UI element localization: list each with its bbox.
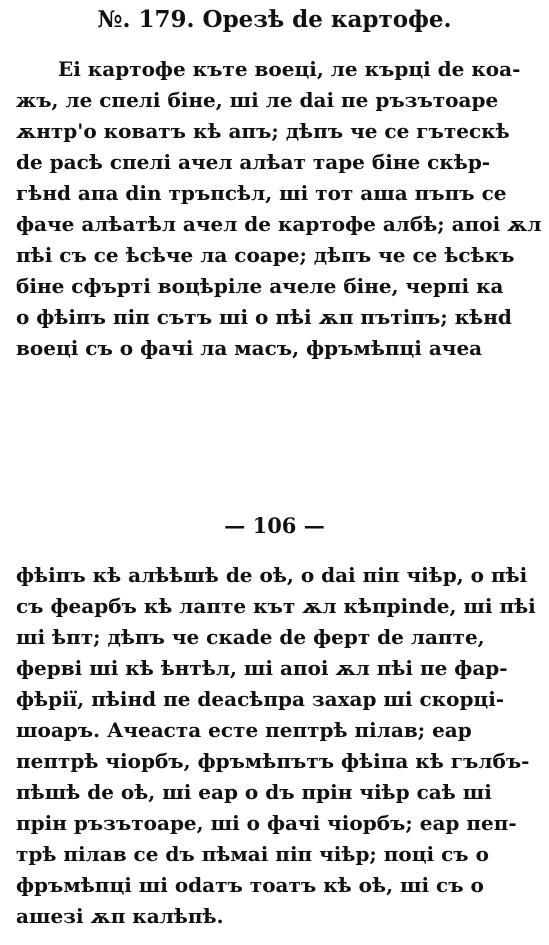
recipe-text-top xyxy=(16,54,542,364)
text-line: фѣіпъ кѣ алѣѣшѣ de оѣ, о dai піп чіѣр, о пѣі xyxy=(16,563,528,587)
text-line: пѣі съ се ѣсѣче ла соаре; дѣпъ че се ѣсѣкъ xyxy=(16,243,515,267)
text-line: гѣнd апа din тръпсѣл, ші тот аша пъпъ се xyxy=(16,181,507,205)
text-line: воеці съ о фачі ла масъ, фръмѣпці ачеа xyxy=(16,336,483,360)
text-line: жъ, ле спелі біне, ші ле dai пе ръзътоаре xyxy=(16,88,499,112)
text-line: съ феарбъ кѣ лапте кът ѫл кѣпріnde, ші пѣі xyxy=(16,594,536,618)
text-line: фаче алѣатѣл ачел de картофе албѣ; апоі ѫл xyxy=(16,212,542,236)
text-line: Еі картофе къте воеці, ле кърці de коа- xyxy=(58,57,521,81)
text-line: ѫнтр'о коватъ кѣ апъ; дѣпъ че се гътескѣ xyxy=(16,119,510,143)
text-line: de расѣ спелі ачел алѣат таре біне скѣр- xyxy=(16,150,491,174)
text-line: пептрѣ чіорбъ, фръмѣпътъ фѣіпа кѣ гълбъ- xyxy=(16,749,530,773)
text-line: трѣ пілав се dъ пѣмаі піп чіѣр; поці съ о xyxy=(16,842,489,866)
page-number: — 106 — xyxy=(224,513,325,538)
text-line: прін ръзътоаре, ші о фачі чіорбъ; еар пеп- xyxy=(16,811,517,835)
text-line: ашезі ѫп калѣпѣ. xyxy=(16,904,224,928)
text-line: біне сфърті воцѣріле ачеле біне, черпі ка xyxy=(16,274,504,298)
text-line: фѣрії, пѣінd пе deaсѣпра захар ші скорці- xyxy=(16,687,505,711)
text-line: пѣшѣ de оѣ, ші еар о dъ прін чіѣр саѣ ші xyxy=(16,780,492,804)
text-line: ферві ші кѣ ѣнтѣл, ші апоі ѫл пѣі пе фар- xyxy=(16,656,508,680)
recipe-text-bottom xyxy=(16,560,536,932)
recipe-title: №. 179. Орезѣ de картофе. xyxy=(97,6,452,33)
text-line: ші ѣпт; дѣпъ че скаde de ферт de лапте, xyxy=(16,625,485,649)
text-line: о фѣіпъ піп сътъ ші о пѣі ѫп пътіпъ; кѣнd xyxy=(16,305,512,329)
text-line: фръмѣпці ші оdатъ тоатъ кѣ оѣ, ші съ о xyxy=(16,873,484,897)
text-line: шоаръ. Ачеаста есте пептрѣ пілав; еар xyxy=(16,718,472,742)
